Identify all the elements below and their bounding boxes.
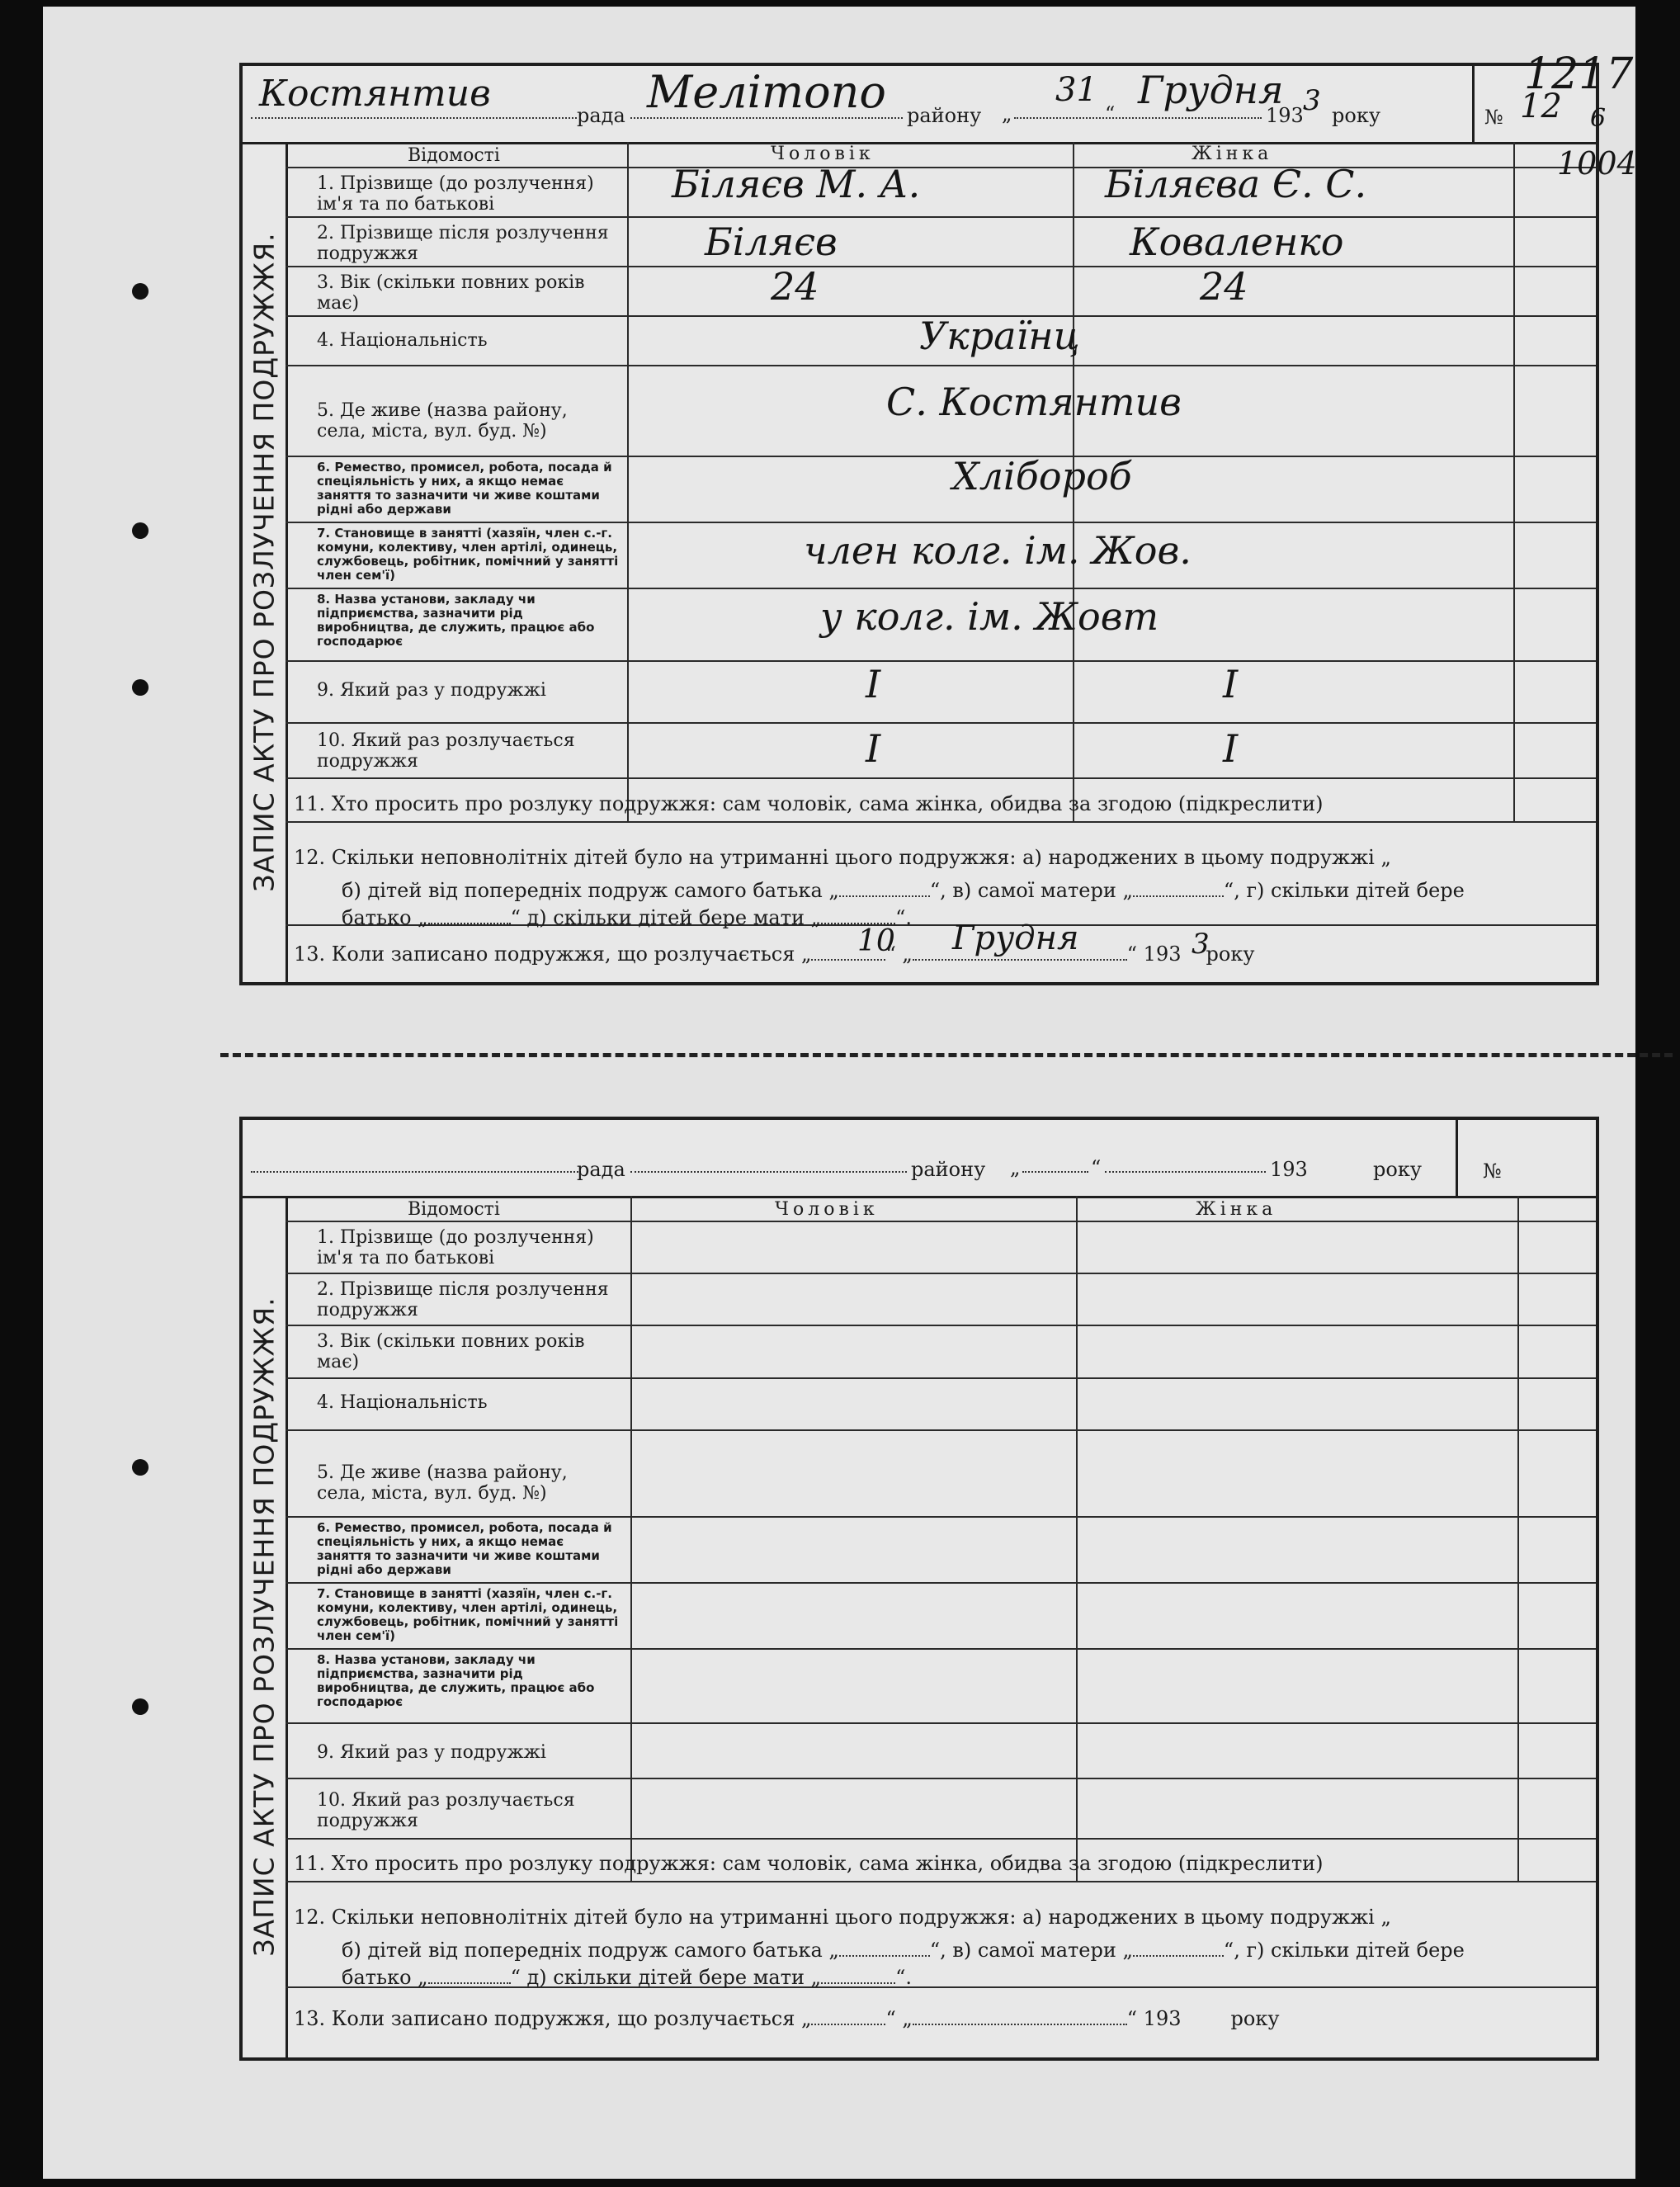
row-label-5: 5. Де живе (назва району, села, міста, вул. буд. №) <box>317 400 568 442</box>
question-13-row: 13. Коли записано подружжя, що розлучається „ “ „ “ 193 року <box>294 942 1255 966</box>
question-13-roku: року <box>1206 942 1255 966</box>
col-cholovik: Чоловік <box>771 144 875 164</box>
row-label-9: 9. Який раз у подружжі <box>317 680 546 701</box>
residence: С. Костянтив <box>886 380 1182 424</box>
husband-times-divorced: I <box>866 726 881 771</box>
row-label-10: 10. Який раз розлучається подружжя <box>317 730 575 772</box>
perforation-hole <box>132 283 149 300</box>
wife-times-divorced: I <box>1223 726 1239 771</box>
wife-age: 24 <box>1200 264 1248 309</box>
question-12-line-b: б) дітей від попередніх подруж самого батька „ <box>342 1939 839 1962</box>
question-12-d: “, г) скільки дітей бере <box>1223 879 1465 902</box>
q13-year-digit-handwritten: 3 <box>1192 928 1210 961</box>
question-11: 11. Хто просить про розлуку подружжя: сам чоловік, сама жінка, обидва за згодою (підкреслити) <box>294 1852 1324 1875</box>
wife-times-married: I <box>1223 662 1239 706</box>
side-title: ЗАПИС АКТУ ПРО РОЗЛУЧЕННЯ ПОДРУЖЖЯ. <box>248 1297 281 1957</box>
rada-label: рада <box>577 1158 625 1181</box>
employment-position: член колг. ім. Жов. <box>804 528 1192 573</box>
husband-name: Біляєв М. А. <box>672 162 921 206</box>
husband-surname-after: Біляєв <box>705 220 838 264</box>
question-13: 13. Коли записано подружжя, що розлучається „ <box>294 2007 812 2030</box>
row-label-6: 6. Ремество, промисел, робота, посада й спеціяльність у них, а якщо немає заняття то зазначити чи живе коштами рідні або держави <box>317 1520 612 1577</box>
question-13-roku: року <box>1230 2007 1280 2030</box>
form-header-blank: рада району „ “ 193 року № <box>243 1120 1596 1198</box>
question-12-d: “, г) скільки дітей бере <box>1223 1939 1465 1962</box>
row-label-7: 7. Становище в занятті (хазяїн, член с.-г. комуни, колективу, член артілі, одинець, службовець, робітник, помічний у занятті член сем'ї) <box>317 526 619 583</box>
perforation-hole <box>132 1698 149 1715</box>
side-title-column <box>243 142 288 982</box>
archive-number: 1217 <box>1524 50 1634 99</box>
question-12-line-b: б) дітей від попередніх подруж самого батька „ <box>342 879 839 902</box>
row-label-2: 2. Прізвище після розлучення подружжя <box>317 1279 609 1320</box>
divorce-record-form-blank: рада району „ “ 193 року № ЗАПИС АКТУ ПРО РОЗЛУЧЕННЯ ПОДРУЖЖЯ. Відомості Чоловік Жінка 1. Прізвище (до розлучення) ім'я та по батькові 2. Прізвище після розлучення подружжя 3. Вік (скільки повних років має) 4. Національність 5. Де живе (назва району, села, міста, вул. буд. №) 6. Ремество, промисел, робота, посада й спеціяльність у них, а якщо немає заняття то зазначити чи живе коштами рідні або держави 7. Становище в занятті (хазяїн, член с.-г. комуни, колективу, член артілі, одинець, службовець, робітник, помічний у занятті член сем'ї) 8. Назва установи, закладу чи підприємства, зазначити рід виробництва, де служить, працює або господарює 9. Який раз у подружжі 10. Який раз розлучається подружжя 11. Хто просить про розлуку подружжя: сам чоловік, сама жінка, обидва за згодою (підкреслити) 12. Скільки неповнолітніх дітей було на утриманні цього подружжя: а) народжених в цьому подружжі „ б) дітей від попередніх подруж самого батька „ “, в) самої матери „ “, г) скільки дітей бере батько „ “ д) скільки дітей бере мати „ “. 13. Коли записано подружжя, що розлучається „ “ „ “ 193 року <box>239 1117 1599 2061</box>
document-sheet <box>43 7 1635 2179</box>
col-vidomosti: Відомості <box>408 1199 500 1220</box>
village-handwritten: Костянтив <box>259 73 491 115</box>
question-12-e: батько „ <box>342 906 428 929</box>
q13-month-handwritten: Грудня <box>952 919 1079 957</box>
col-zhinka: Жінка <box>1192 144 1273 164</box>
year-label: 193 <box>1266 104 1304 127</box>
row-label-7: 7. Становище в занятті (хазяїн, член с.-г. комуни, колективу, член артілі, одинець, службовець, робітник, помічний у занятті член сем'ї) <box>317 1586 619 1643</box>
perforation-hole <box>132 1459 149 1476</box>
archive-number-fraction: 6 <box>1590 104 1607 133</box>
roku-label: року <box>1373 1158 1422 1181</box>
question-12-c: “, в) самої матери „ <box>929 1939 1133 1962</box>
institution: у колг. ім. Жовт <box>820 594 1159 639</box>
year-digit-handwritten: 3 <box>1303 84 1321 117</box>
archive-number-sheet: 1004 <box>1557 145 1637 182</box>
row-label-8: 8. Назва установи, закладу чи підприємства, зазначити рід виробництва, де служить, працює або господарює <box>317 592 595 649</box>
question-12-c: “, в) самої матери „ <box>929 879 1133 902</box>
record-number-handwritten: 12 <box>1520 87 1562 125</box>
roku-label: року <box>1332 104 1380 127</box>
rada-label: рада <box>577 104 625 127</box>
question-12-f: “ д) скільки дітей бере мати „ <box>510 906 822 929</box>
col-cholovik: Чоловік <box>775 1199 879 1220</box>
nationality: Українц <box>919 314 1080 358</box>
question-12-e: батько „ <box>342 1966 428 1989</box>
question-13-year: “ 193 <box>1126 2007 1182 2030</box>
row-label-2: 2. Прізвище після розлучення подружжя <box>317 223 609 264</box>
row-label-5: 5. Де живе (назва району, села, міста, вул. буд. №) <box>317 1462 568 1504</box>
wife-name: Біляєва Є. С. <box>1105 162 1367 206</box>
wife-surname-after: Коваленко <box>1130 220 1344 264</box>
question-13: 13. Коли записано подружжя, що розлучається „ <box>294 942 812 966</box>
row-label-1: 1. Прізвище (до розлучення) ім'я та по батькові <box>317 173 594 215</box>
rayonu-label: району <box>907 104 982 127</box>
question-12-line-a: 12. Скільки неповнолітніх дітей було на утриманні цього подружжя: а) народжених в цьому подружжі „ <box>294 1906 1391 1929</box>
form-header: Костянтив рада Мелітопо району „ 31 “ Грудня 193 3 року № 12 <box>243 66 1596 144</box>
divorce-record-form-filled: Костянтив рада Мелітопо району „ 31 “ Грудня 193 3 року № 12 ЗАПИС АКТУ ПРО РОЗЛУЧЕННЯ ПОДРУЖЖЯ. Відомості Чоловік Жінка 1. Прізвище (до розлучення) ім'я та по батькові 2. Прізвище після розлучення подружжя 3. Вік (скільки повних років має) 4. Національність 5. Де живе (назва району, села, міста, вул. буд. №) 6. Ремество, промисел, робота, посада й спеціяльність у них, а якщо немає заняття то зазначити чи живе коштами рідні або держави 7. Становище в занятті (хазяїн, член с.-г. комуни, колективу, член артілі, одинець, службовець, робітник, помічний у занятті член сем'ї) 8. Назва установи, закладу чи підприємства, зазначити рід виробництва, де служить, працює або господарює 9. Який раз у подружжі 10. Який раз розлучається подружжя Біляєв М. А. Біляєва Є. С. Біляєв Коваленко 24 24 Українц С. Костянтив Хлібороб член колг. ім. Жов. у колг. ім. Жовт I I I I 11. Хто просить про розлуку подружжя: сам чоловік, сама жінка, обидва за згодою (підкреслити) 12. Скільки неповнолітніх дітей було на утриманні цього подружжя: а) народжених в цьому подружжі „ б) дітей від попередніх подруж самого батька „ “, в) самої матери „ “, г) скільки дітей бере батько „ “ д) скільки дітей бере мати „ “. 13. Коли записано подружжя, що розлучається „ “ „ “ 193 року 10 Грудня 3 <box>239 63 1599 985</box>
col-zhinka: Жінка <box>1196 1199 1277 1220</box>
row-label-3: 3. Вік (скільки повних років має) <box>317 1331 585 1372</box>
date-day-handwritten: 31 <box>1055 71 1097 109</box>
perforation-hole <box>132 679 149 696</box>
date-month-handwritten: Грудня <box>1138 68 1284 112</box>
husband-age: 24 <box>771 264 819 309</box>
occupation: Хлібороб <box>952 454 1132 498</box>
cut-line <box>220 1053 1673 1057</box>
row-label-1: 1. Прізвище (до розлучення) ім'я та по батькові <box>317 1227 594 1268</box>
perforation-hole <box>132 522 149 539</box>
record-number-box <box>1456 1120 1598 1198</box>
row-label-4: 4. Національність <box>317 330 488 351</box>
side-title-column <box>243 1196 288 2057</box>
rayonu-label: району <box>911 1158 986 1181</box>
side-title: ЗАПИС АКТУ ПРО РОЗЛУЧЕННЯ ПОДРУЖЖЯ. <box>248 232 281 892</box>
row-label-4: 4. Національність <box>317 1392 488 1413</box>
rada-name-handwritten: Мелітопо <box>647 66 886 118</box>
question-12-line-a: 12. Скільки неповнолітніх дітей було на утриманні цього подружжя: а) народжених в цьому подружжі „ <box>294 846 1391 869</box>
number-sign: № <box>1483 1160 1502 1183</box>
row-label-8: 8. Назва установи, закладу чи підприємства, зазначити рід виробництва, де служить, працює або господарює <box>317 1652 595 1709</box>
row-label-6: 6. Ремество, промисел, робота, посада й спеціяльність у них, а якщо немає заняття то зазначити чи живе коштами рідні або держави <box>317 460 612 517</box>
question-13-year: “ 193 <box>1126 942 1182 966</box>
number-sign: № <box>1484 106 1503 129</box>
year-label: 193 <box>1270 1158 1308 1181</box>
row-label-9: 9. Який раз у подружжі <box>317 1742 546 1763</box>
husband-times-married: I <box>866 662 881 706</box>
col-vidomosti: Відомості <box>408 145 500 166</box>
question-13-row: 13. Коли записано подружжя, що розлучається „ “ „ “ 193 року <box>294 2007 1280 2030</box>
q13-day-handwritten: 10 <box>857 924 895 958</box>
question-11: 11. Хто просить про розлуку подружжя: сам чоловік, сама жінка, обидва за згодою (підкреслити) <box>294 792 1324 815</box>
row-label-10: 10. Який раз розлучається подружжя <box>317 1790 575 1831</box>
question-12-f: “ д) скільки дітей бере мати „ <box>510 1966 822 1989</box>
row-label-3: 3. Вік (скільки повних років має) <box>317 272 585 314</box>
